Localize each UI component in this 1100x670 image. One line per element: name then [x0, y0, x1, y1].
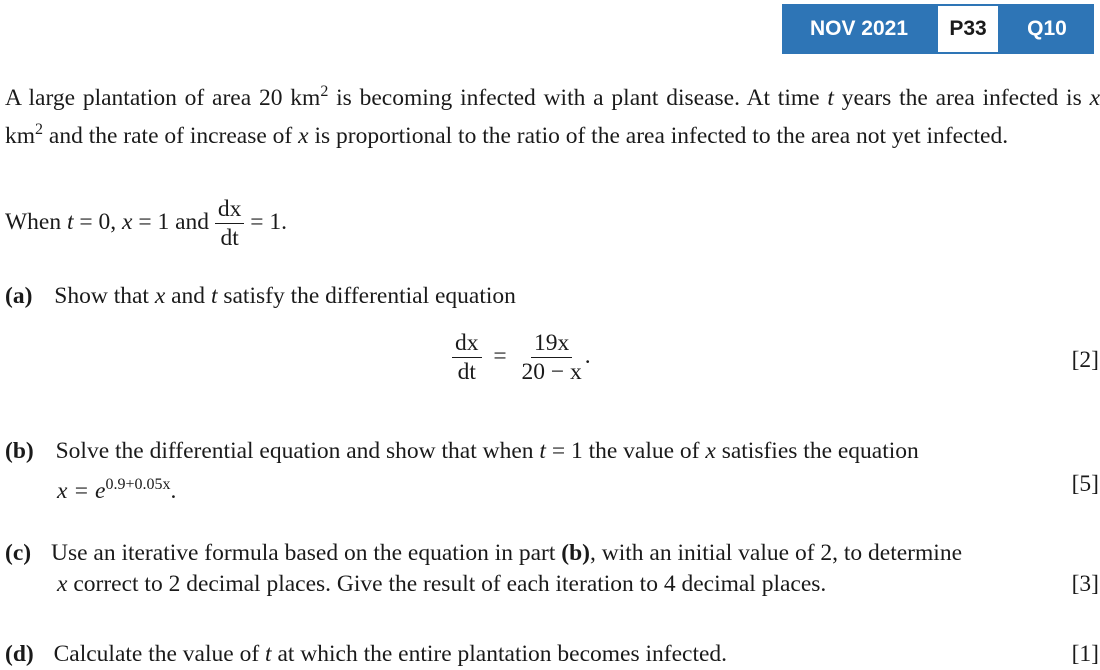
part-b-label: (b): [5, 438, 34, 464]
question-number-badge: Q10: [1000, 4, 1094, 54]
part-b: (b) Solve the differential equation and show that when t = 1 the value of x satisfies the equation: [5, 438, 919, 464]
session-badge: NOV 2021: [782, 4, 936, 54]
part-d-marks: [1]: [1071, 641, 1099, 667]
question-intro: A large plantation of area 20 $km^2$ is becoming infected with a plant disease. At time t years the area infected is x $km^2$ and the rate of increase of x is proportional to the ratio of the area infected to the area not yet infected.: [5, 83, 1100, 149]
part-c-line2: x correct to 2 decimal places. Give the result of each iteration to 4 decimal places.: [57, 571, 827, 597]
part-b-marks: [5]: [1071, 471, 1099, 497]
derivative-fraction: $\frac{dx}{dt}$: [215, 195, 245, 252]
part-a: (a) Show that x and t satisfy the differential equation: [5, 283, 516, 309]
part-a-label: (a): [5, 283, 33, 309]
part-c-marks: [3]: [1071, 571, 1099, 597]
part-d-label: (d): [5, 641, 34, 667]
question-badge: [782, 4, 1094, 54]
initial-condition: When t = 0, x = 1 and $\frac{dx}{dt}$ = 1.: [5, 196, 288, 251]
part-b-equation: $x = e^{0.9+0.05x}$.: [57, 476, 177, 504]
part-d: (d) Calculate the value of t at which the entire plantation becomes infected.: [5, 641, 728, 667]
part-c-label: (c): [5, 540, 32, 566]
part-c: (c) Use an iterative formula based on the equation in part (b), with an initial value of 2, to determine: [5, 540, 962, 566]
part-a-marks: [2]: [1071, 347, 1099, 373]
differential-equation: $\frac{dx}{dt}$ = $\frac{19x}{20 - x}$ .: [452, 329, 591, 386]
paper-badge: P33: [936, 4, 1000, 54]
